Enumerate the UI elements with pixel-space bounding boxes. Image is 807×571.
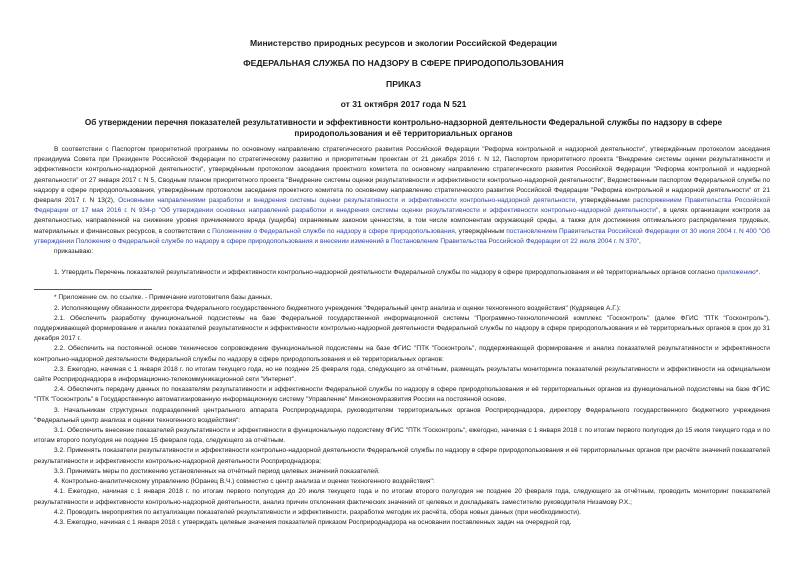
- ministry-heading: Министерство природных ресурсов и экологии Российской Федерации: [250, 38, 557, 48]
- item-2-4: 2.4. Обеспечить передачу данных по показателям результативности и эффективности Федеральной службы по надзору в сфере природопользования и её территориальных органов из функциональной подсистемы на базе ФГИС "ПТК "Госконтроль" в Государственную автоматизированную информационную систему "Управление" Минэкономразвития России на постоянной основе.: [34, 386, 770, 404]
- item-3-2: 3.2. Применять показатели результативности и эффективности контрольно-надзорной деятельности Федеральной службы по надзору в сфере природопользования и её территориальных органов при расчёте значений показателей результативности и эффективности контрольно-надзорной деятельности Росприроднадзора;: [34, 447, 770, 465]
- preamble-text: ,: [639, 237, 641, 245]
- preamble-paragraph: [34, 145, 770, 247]
- document-body: [34, 145, 770, 528]
- item-2-3: 2.3. Ежегодно, начиная с 1 января 2018 г. по итогам текущего года, но не позднее 25 февраля года, следующего за отчётным, размещать результаты мониторинга показателей результативности и эффективности на официальном сайте Росприроднадзора в информационно-телекоммуникационной сети "Интернет".: [34, 365, 770, 384]
- preamble-text: , в целях организации контроля за деятельностью, направленной на снижение уровня причиняемого вреда (ущерба) охраняемым законом ценностям, в том числе компонентам окружающей среды, а также для достижения оптимального распределения трудовых, материальных и финансовых ресурсов, в соответствии с: [34, 207, 770, 235]
- preamble-text: , утверждённым: [454, 227, 507, 235]
- service-heading: ФЕДЕРАЛЬНАЯ СЛУЖБА ПО НАДЗОРУ В СФЕРЕ ПРИРОДОПОЛЬЗОВАНИЯ: [243, 58, 564, 68]
- item-1-tail: *.: [755, 269, 761, 277]
- item-1-text: 1. Утвердить Перечень показателей результативности и эффективности контрольно-надзорной деятельности Федеральной службы по надзору в сфере природопользования и её территориальных органов согласно: [54, 269, 717, 277]
- link-main-directions[interactable]: Основными направлениями разработки и внедрения системы оценки результативности и эффективности контрольно-надзорной деятельности: [118, 197, 576, 205]
- item-4-2: 4.2. Проводить мероприятия по актуализации показателей результативности и эффективности, разработке методик их расчёта, сбора новых данных (при необходимости).: [54, 508, 581, 516]
- link-appendix[interactable]: приложению: [716, 269, 756, 277]
- item-2-1: 2.1. Обеспечить разработку функциональной подсистемы на базе Федеральной государственной информационной системы "Программно-технологический комплекс "Госконтроль" (далее ФГИС "ПТК "Госконтроль"), поддерживающей формирование и анализ показателей результативности и эффективности контрольно-надзорной деятельности Федеральной службы по надзору в сфере природопользования и её территориальных органов в срок до 31 декабря 2017 г.: [34, 314, 770, 343]
- item-4-3: 4.3. Ежегодно, начиная с 1 января 2018 г. утверждать целевые значения показателей приказом Росприроднадзора на основании поставленных задач на очередной год.: [54, 518, 572, 526]
- link-government-order[interactable]: распоряжением Правительства Российской Федерации от 17 мая 2016 г. N 934-р "Об утверждении основных направлений разработки и внедрения системы оценки результативности и эффективности контрольно-надзорной деятельности": [34, 197, 771, 215]
- item-1: [34, 268, 770, 278]
- item-2: 2. Исполняющему обязанности директора Федерального государственного бюджетного учреждения "Федеральный центр анализа и оценки техногенного воздействия" (Кудрявцев А.Г.):: [54, 304, 621, 312]
- doc-type-heading: ПРИКАЗ: [386, 79, 421, 89]
- document-title-line2: природопользования и её территориальных органов: [294, 129, 513, 138]
- document-title-line1: Об утверждении перечня показателей результативности и эффективности контрольно-надзорной деятельности Федеральной службы по надзору в сфере: [84, 118, 723, 127]
- footnote: * Приложение см. по ссылке. - Примечание изготовителя базы данных.: [54, 294, 273, 302]
- item-2-2: 2.2. Обеспечить на постоянной основе техническое сопровождение функциональной подсистемы на базе ФГИС "ПТК "Госконтроль", поддерживающей формирование и анализ показателей результативности и эффективности контрольно-надзорной деятельности Федеральной службы по надзору в сфере природопользования и её территориальных органов:: [34, 345, 770, 363]
- preamble-text: , утверждёнными: [575, 197, 633, 205]
- item-3-1: 3.1. Обеспечить внесение показателей результативности и эффективности в функциональную подсистему ФГИС "ПТК "Госконтроль", ежегодно, начиная с 1 января 2018 г. по итогам первого полугодия до 15 июля текущего года и по итогам второго полугодия не позднее 15 февраля года, следующего за отчётным.: [34, 427, 770, 445]
- date-number-heading: от 31 октября 2017 года N 521: [340, 99, 467, 109]
- footnote-divider: [34, 289, 152, 290]
- item-3: 3. Начальникам структурных подразделений центрального аппарата Росприроднадзора, руководителям территориальных органов Росприроднадзора, директору Федерального государственного бюджетного учреждения "Федеральный центр анализа и оценки техногенного воздействия":: [34, 406, 770, 424]
- preamble-text: В соответствии с Паспортом приоритетной программы по основному направлению стратегического развития Российской Федерации "Реформа контрольной и надзорной деятельности", утверждённым протоколом заседания президиума Совета при Президенте Российской Федерации по стратегическому развитию и приоритетным проектам от 21 декабря 2016 г. N 12, Паспортом приоритетного проекта "Внедрение системы оценки результативности и эффективности контрольно-надзорной деятельности", утверждённым протоколом заседания проектного комитета по основному направлению стратегического развития Российской Федерации "Реформа контрольной и надзорной деятельности" от 27 января 2017 г. N 5, Сводным планом приоритетного проекта "Внедрение системы оценки результативности и эффективности контрольно-надзорной деятельности", Ведомственным паспортом Федеральной службы по надзору в сфере природопользования, утверждённым протоколом заседания проектного комитета по основному направлению стратегического развития Российской Федерации "Реформа контрольной и надзорной деятельности" от 21 февраля 2017 г. N 13(2),: [34, 146, 770, 205]
- item-3-3: 3.3. Принимать меры по достижению установленных на отчётный период целевых значений показателей.: [54, 467, 380, 475]
- link-service-regulation[interactable]: Положением о Федеральной службе по надзору в сфере природопользования: [212, 227, 455, 235]
- link-government-decree[interactable]: постановлением Правительства Российской Федерации от 30 июля 2004 г. N 400 "Об утверждении Положения о Федеральной службе по надзору в сфере природопользования и внесении изменений в Постановление Правительства Российской Федерации от 22 июля 2004 г. N 370": [34, 227, 771, 245]
- item-4-1: 4.1. Ежегодно, начиная с 1 января 2018 г. по итогам первого полугодия до 20 июля текущего года и по итогам второго полугодия не позднее 20 февраля года, следующего за отчётным, проводить мониторинг показателей результативности и эффективности контрольно-надзорной деятельности, анализ причин отклонения фактических значений от целевых и докладывать заместителю руководителя Низамову Р.Х.;: [34, 488, 770, 506]
- item-4: 4. Контрольно-аналитическому управлению (Юранец В.Ч.) совместно с центр анализа и оценки техногенного воздействия":: [54, 478, 435, 486]
- order-word: приказываю:: [54, 248, 94, 256]
